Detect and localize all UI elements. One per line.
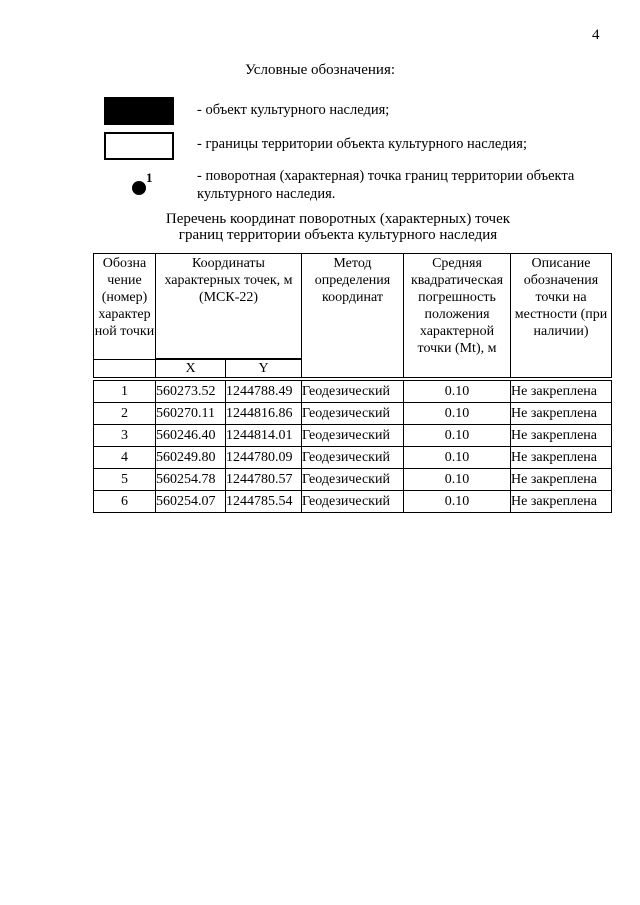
- coordinates-table: [93, 253, 612, 513]
- cell-error: 0.10: [404, 381, 511, 403]
- cell-description: Не закреплена: [511, 403, 612, 425]
- table-row: [94, 381, 612, 403]
- cell-x: 560249.80: [156, 447, 226, 469]
- cell-description: Не закреплена: [511, 491, 612, 513]
- legend-title: Условные обозначения:: [244, 62, 396, 78]
- cell-number: 1: [94, 381, 156, 403]
- cell-description: Не закреплена: [511, 447, 612, 469]
- table-row: [94, 425, 612, 447]
- territory-boundary-swatch: [104, 132, 174, 160]
- table-row: [94, 403, 612, 425]
- cell-x: 560254.07: [156, 491, 226, 513]
- cell-x: 560254.78: [156, 469, 226, 491]
- header-designation: Обозна чение (номер) характер ной точки: [94, 254, 156, 360]
- header-description: Описание обозначения точки на местности (при наличии): [511, 254, 612, 378]
- cell-description: Не закреплена: [511, 469, 612, 491]
- heritage-object-swatch: [104, 97, 174, 125]
- cell-error: 0.10: [404, 403, 511, 425]
- legend-item-heritage-object: - объект культурного наследия;: [197, 102, 390, 118]
- cell-y: 1244788.49: [226, 381, 302, 403]
- cell-method: Геодезический: [302, 491, 404, 513]
- cell-y: 1244785.54: [226, 491, 302, 513]
- header-y: Y: [226, 360, 302, 378]
- cell-number: 2: [94, 403, 156, 425]
- header-method: Метод определения координат: [302, 254, 404, 378]
- cell-x: 560273.52: [156, 381, 226, 403]
- cell-x: 560270.11: [156, 403, 226, 425]
- table-row: [94, 469, 612, 491]
- cell-number: 6: [94, 491, 156, 513]
- cell-error: 0.10: [404, 447, 511, 469]
- turning-point-dot-icon: [132, 181, 146, 195]
- cell-description: Не закреплена: [511, 381, 612, 403]
- cell-number: 4: [94, 447, 156, 469]
- cell-y: 1244780.09: [226, 447, 302, 469]
- cell-error: 0.10: [404, 491, 511, 513]
- turning-point-label: 1: [146, 170, 153, 185]
- page-number: 4: [592, 27, 600, 43]
- header-error: Средняя квадратическая погрешность положения характерной точки (Mt), м: [404, 254, 511, 378]
- header-coordinates: Координаты характерных точек, м (МСК-22): [156, 254, 302, 359]
- cell-y: 1244816.86: [226, 403, 302, 425]
- cell-description: Не закреплена: [511, 425, 612, 447]
- table-title-line-2: границ территории объекта культурного наследия: [178, 227, 498, 243]
- cell-method: Геодезический: [302, 447, 404, 469]
- cell-method: Геодезический: [302, 425, 404, 447]
- legend-item-territory-boundary: - границы территории объекта культурного наследия;: [197, 136, 527, 152]
- header-x: X: [156, 360, 226, 378]
- legend-item-turning-point: - поворотная (характерная) точка границ территории объекта культурного наследия.: [197, 168, 575, 202]
- cell-y: 1244780.57: [226, 469, 302, 491]
- cell-number: 5: [94, 469, 156, 491]
- cell-number: 3: [94, 425, 156, 447]
- cell-y: 1244814.01: [226, 425, 302, 447]
- cell-method: Геодезический: [302, 381, 404, 403]
- cell-method: Геодезический: [302, 403, 404, 425]
- table-title: [0, 211, 640, 243]
- cell-method: Геодезический: [302, 469, 404, 491]
- table-row: [94, 491, 612, 513]
- table-title-line-1: Перечень координат поворотных (характерных) точек: [165, 211, 511, 227]
- table-row: [94, 447, 612, 469]
- cell-error: 0.10: [404, 425, 511, 447]
- cell-x: 560246.40: [156, 425, 226, 447]
- cell-error: 0.10: [404, 469, 511, 491]
